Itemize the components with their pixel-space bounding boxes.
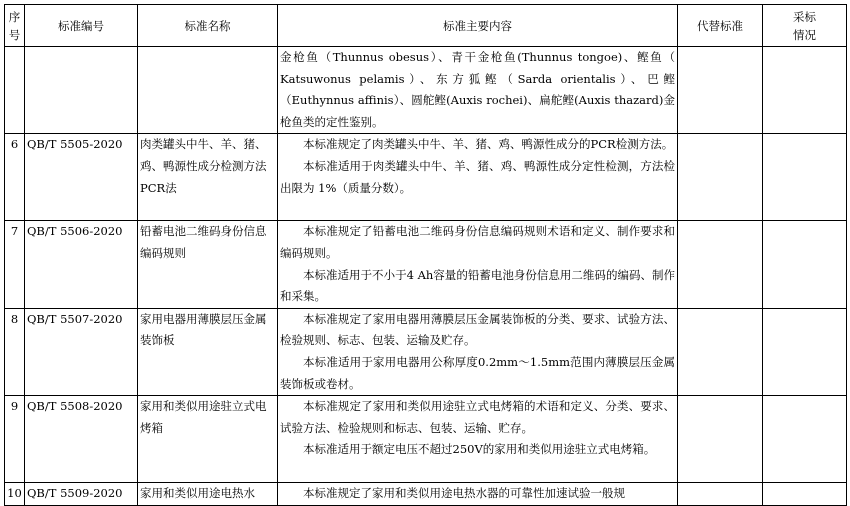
row-code: QB/T 5506-2020 [25, 221, 138, 308]
header-content: 标准主要内容 [278, 5, 678, 47]
row-adopt [763, 221, 847, 308]
row-seq: 7 [5, 221, 25, 308]
row-name: 铅蓄电池二维码身份信息编码规则 [138, 221, 278, 308]
row-name: 家用和类似用途驻立式电烤箱 [138, 396, 278, 483]
content-paragraph: 本标准规定了家用电器用薄膜层压金属装饰板的分类、要求、试验方法、检验规则、标志、包装、运输及贮存。 [280, 311, 675, 348]
row-adopt [763, 47, 847, 134]
header-seq [5, 5, 25, 47]
table-row [5, 47, 847, 134]
row-seq: 6 [5, 134, 25, 221]
row-seq [5, 47, 25, 134]
table-row [5, 308, 847, 395]
row-code: QB/T 5508-2020 [25, 396, 138, 483]
row-adopt [763, 134, 847, 221]
row-name: 家用电器用薄膜层压金属装饰板 [138, 308, 278, 395]
content-paragraph: 本标准规定了铅蓄电池二维码身份信息编码规则术语和定义、制作要求和编码规则。 [280, 224, 675, 260]
row-seq: 9 [5, 396, 25, 483]
row-code: QB/T 5507-2020 [25, 308, 138, 395]
row-adopt [763, 308, 847, 395]
row-replace [678, 221, 763, 308]
row-name [138, 47, 278, 134]
table-row [5, 483, 847, 506]
header-adopt [763, 5, 847, 47]
row-seq: 8 [5, 308, 25, 395]
row-replace [678, 308, 763, 395]
table-header-row [5, 5, 847, 47]
row-name: 肉类罐头中牛、羊、猪、鸡、鸭源性成分检测方法PCR法 [138, 134, 278, 221]
row-content [278, 396, 678, 483]
row-replace [678, 396, 763, 483]
row-code: QB/T 5509-2020 [25, 483, 138, 506]
content-paragraph: 本标准规定了家用和类似用途电热水器的可靠性加速试验一般规 [303, 486, 625, 501]
table-row [5, 134, 847, 221]
row-replace [678, 134, 763, 221]
row-content [278, 221, 678, 308]
content-paragraph: 本标准适用于家用电器用公称厚度0.2mm～1.5mm范围内薄膜层压金属装饰板或卷材。 [280, 354, 675, 391]
header-code: 标准编号 [25, 5, 138, 47]
header-name: 标准名称 [138, 5, 278, 47]
row-content [278, 308, 678, 395]
row-adopt [763, 396, 847, 483]
content-paragraph: 本标准规定了肉类罐头中牛、羊、猪、鸡、鸭源性成分的PCR检测方法。 [303, 137, 674, 152]
row-replace [678, 483, 763, 506]
header-seq-label: 序号 [8, 9, 21, 42]
header-replace: 代替标准 [678, 5, 763, 47]
row-content [278, 134, 678, 221]
table-row [5, 396, 847, 483]
row-replace [678, 47, 763, 134]
standards-table [4, 4, 847, 506]
content-paragraph: 本标准适用于不小于4 Ah容量的铅蓄电池身份信息用二维码的编码、制作和采集。 [280, 267, 675, 304]
content-paragraph: 本标准规定了家用和类似用途驻立式电烤箱的术语和定义、分类、要求、试验方法、检验规则和标志、包装、运输、贮存。 [280, 399, 675, 435]
row-adopt [763, 483, 847, 506]
row-seq: 10 [5, 483, 25, 506]
header-adopt-label: 采标情况 [793, 9, 816, 42]
table-row [5, 221, 847, 308]
content-paragraph: 本标准适用于肉类罐头中牛、羊、猪、鸡、鸭源性成分定性检测，方法检出限为 1%（质量分数）。 [280, 158, 675, 195]
row-name: 家用和类似用途电热水 [138, 483, 278, 506]
content-continuation: 金枪鱼（Thunnus obesus）、青干金枪鱼(Thunnus tongoe)、鲣鱼（ Katsuwonus pelamis）、东方狐鲣（Sarda orientalis）、巴鲣（Euthynnus affinis）、圆舵鲣(Auxis rochei)、扁舵鲣(Auxis thazard)金枪鱼类的定性鉴别。 [280, 50, 675, 129]
row-code [25, 47, 138, 134]
row-code: QB/T 5505-2020 [25, 134, 138, 221]
content-paragraph: 本标准适用于额定电压不超过250V的家用和类似用途驻立式电烤箱。 [303, 442, 656, 457]
row-content [278, 47, 678, 134]
row-content [278, 483, 678, 506]
